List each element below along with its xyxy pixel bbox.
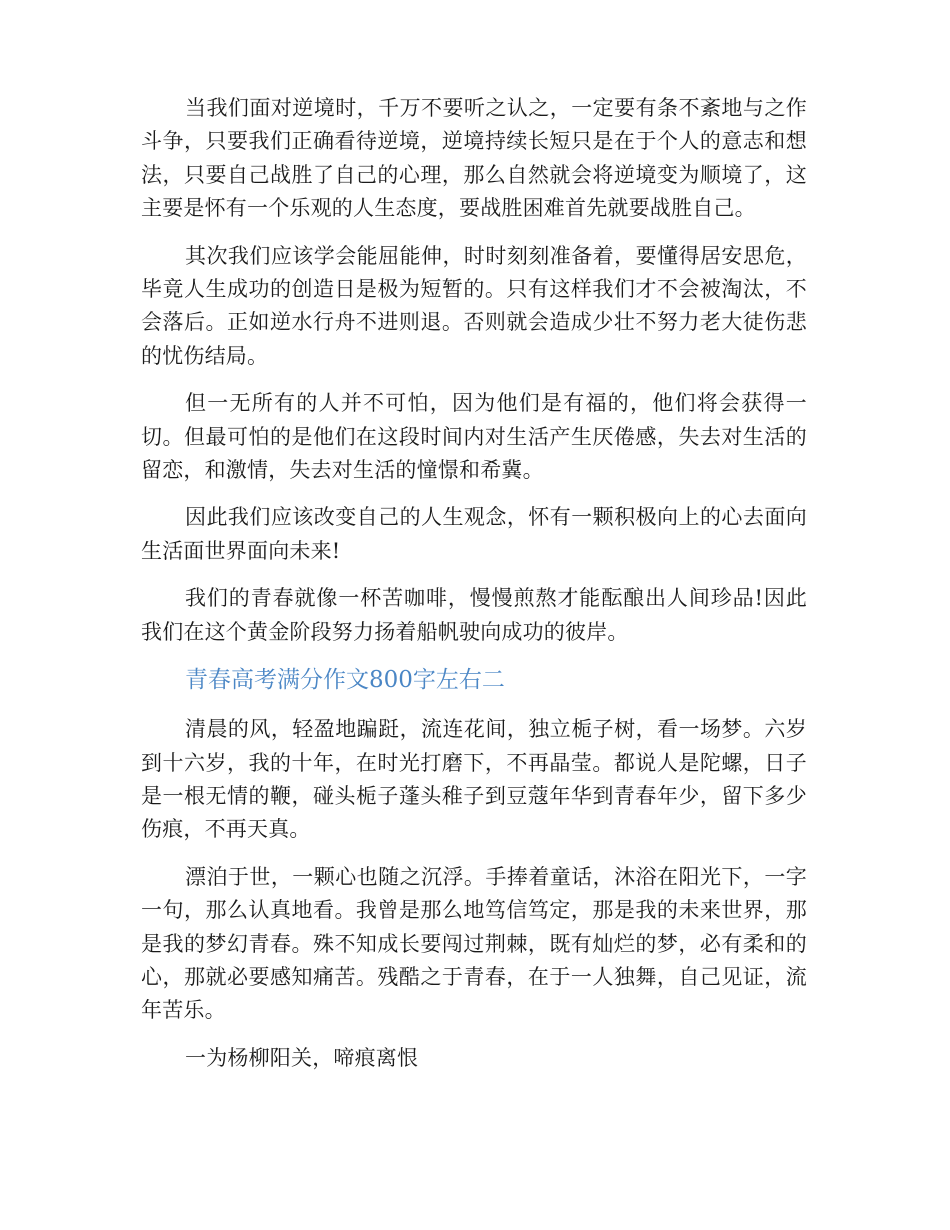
paragraph: 一为杨柳阳关，啼痕离恨 xyxy=(185,1045,419,1070)
paragraph: 漂泊于世，一颗心也随之沉浮。手捧着童话，沐浴在阳光下，一字一句，那么认真地看。我曾是那么地笃信笃定，那是我的未来世界，那是我的梦幻青春。殊不知成长要闯过荆棘，既有灿烂的梦，必有柔和的心，那就必要感知痛苦。残酷之于青春，在于一人独舞，自己见证，流年苦乐。 xyxy=(141,864,807,1023)
paragraph: 但一无所有的人并不可怕，因为他们是有福的，他们将会获得一切。但最可怕的是他们在这段时间内对生活产生厌倦感，失去对生活的留恋，和激情，失去对生活的憧憬和希冀。 xyxy=(141,391,807,483)
document-page xyxy=(141,92,807,1089)
paragraph: 当我们面对逆境时，千万不要听之认之，一定要有条不紊地与之作斗争，只要我们正确看待逆境，逆境持续长短只是在于个人的意志和想法，只要自己战胜了自己的心理，那么自然就会将逆境变为顺境了，这主要是怀有一个乐观的人生态度，要战胜困难首先就要战胜自己。 xyxy=(141,96,807,221)
paragraph: 我们的青春就像一杯苦咖啡，慢慢煎熬才能酝酿出人间珍品!因此我们在这个黄金阶段努力扬着船帆驶向成功的彼岸。 xyxy=(141,586,807,644)
paragraph: 其次我们应该学会能屈能伸，时时刻刻准备着，要懂得居安思危，毕竟人生成功的创造日是极为短暂的。只有这样我们才不会被淘汰，不会落后。正如逆水行舟不进则退。否则就会造成少壮不努力老大徒伤悲的忧伤结局。 xyxy=(141,243,807,368)
section-heading: 青春高考满分作文800字左右二 xyxy=(185,667,505,694)
paragraph: 因此我们应该改变自己的人生观念，怀有一颗积极向上的心去面向生活面世界面向未来! xyxy=(141,505,807,563)
paragraph: 清晨的风，轻盈地蹁跹，流连花间，独立栀子树，看一场梦。六岁到十六岁，我的十年，在时光打磨下，不再晶莹。都说人是陀螺，日子是一根无情的鞭，碰头栀子蓬头稚子到豆蔻年华到青春年少，留下多少伤痕，不再天真。 xyxy=(141,717,807,842)
